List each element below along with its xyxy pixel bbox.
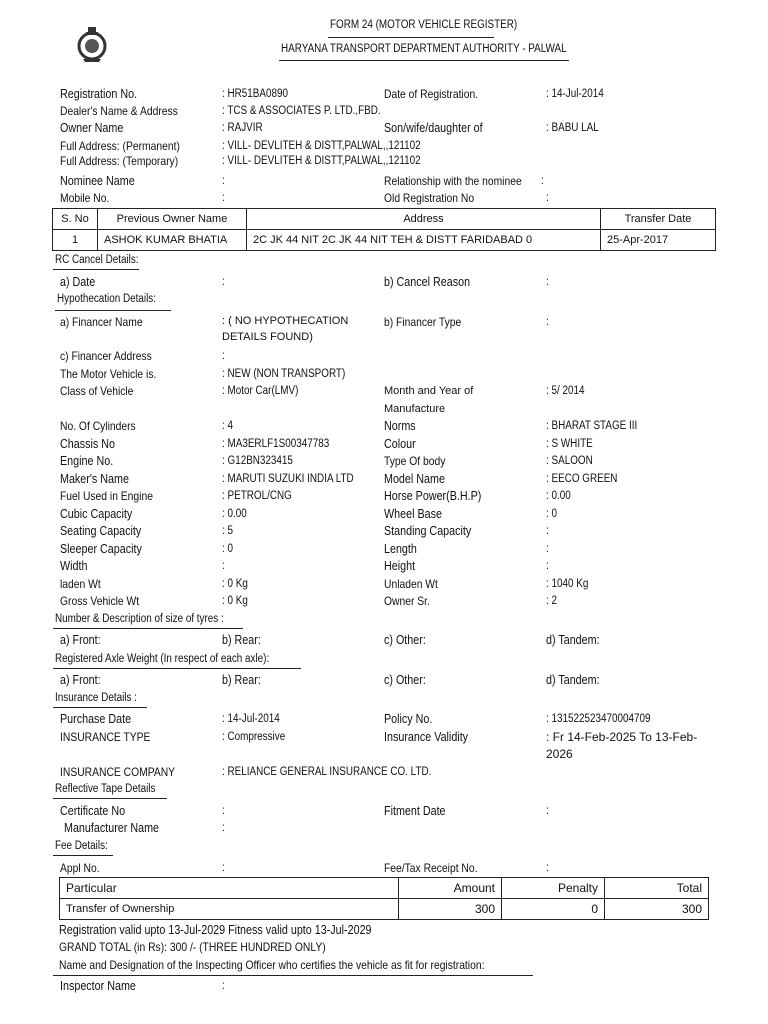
gross-label: Gross Vehicle Wt: [60, 594, 140, 608]
officer-title: Name and Designation of the Inspecting Officer who certifies the vehicle as fit for registration:: [59, 958, 485, 972]
addr-perm-value: : VILL- DEVLITEH & DISTT,PALWAL,,121102: [222, 140, 421, 152]
cell-sno: 1: [53, 230, 98, 251]
table-row: [53, 230, 716, 251]
policy-label: Policy No.: [384, 712, 433, 726]
table-row: [60, 899, 709, 920]
reg-no-value: : HR51BA0890: [222, 88, 288, 100]
financer-name-label: a) Financer Name: [60, 315, 143, 329]
owner-label: Owner Name: [60, 121, 124, 135]
col-header-sno: S. No: [53, 209, 98, 230]
ins-company-value: : RELIANCE GENERAL INSURANCE CO. LTD.: [222, 766, 432, 778]
old-reg-label: Old Registration No: [384, 191, 475, 205]
height-value: :: [546, 560, 549, 572]
financer-type-label: b) Financer Type: [384, 315, 462, 329]
sleeper-label: Sleeper Capacity: [60, 542, 142, 556]
cyl-value: : 4: [222, 420, 234, 432]
financer-type-value: :: [546, 316, 549, 328]
purchase-value: : 14-Jul-2014: [222, 713, 280, 725]
validity-label: Insurance Validity: [384, 730, 469, 744]
cyl-label: No. Of Cylinders: [60, 419, 136, 433]
mobile-label: Mobile No.: [60, 191, 110, 205]
appl-value: :: [222, 862, 225, 874]
length-value: :: [546, 543, 549, 555]
hp-value: : 0.00: [546, 490, 571, 502]
axle-underline: [53, 668, 301, 669]
financer-addr-label: c) Financer Address: [60, 349, 152, 363]
reg-date-label: Date of Registration.: [384, 87, 479, 101]
seating-label: Seating Capacity: [60, 524, 142, 538]
hypothecation-underline: [55, 310, 171, 311]
cell-name: ASHOK KUMAR BHATIA: [98, 230, 247, 251]
tyre-tandem: d) Tandem:: [546, 633, 600, 647]
rc-date-value: :: [222, 276, 225, 288]
body-value: : SALOON: [546, 455, 593, 467]
engine-label: Engine No.: [60, 454, 114, 468]
colour-label: Colour: [384, 437, 416, 451]
rc-reason-value: :: [546, 276, 549, 288]
addr-perm-label: Full Address: (Permanent): [60, 139, 180, 153]
reflective-title: Reflective Tape Details: [55, 783, 156, 795]
laden-label: laden Wt: [60, 577, 101, 591]
col-header-name: Previous Owner Name: [98, 209, 247, 230]
rc-cancel-underline: [53, 269, 139, 270]
fuel-value: : PETROL/CNG: [222, 490, 292, 502]
inspector-label: Inspector Name: [60, 979, 136, 993]
fees-title: Fee Details:: [55, 840, 108, 852]
rc-date-label: a) Date: [60, 275, 96, 289]
mfr-label: Manufacturer Name: [64, 821, 160, 835]
authority-title: HARYANA TRANSPORT DEPARTMENT AUTHORITY - PALWAL: [281, 43, 567, 55]
standing-value: :: [546, 525, 549, 537]
financer-addr-value: :: [222, 350, 225, 362]
reg-no-label: Registration No.: [60, 87, 138, 101]
tyre-other: c) Other:: [384, 633, 426, 647]
standing-label: Standing Capacity: [384, 524, 472, 538]
fees-underline: [53, 855, 113, 856]
fee-total: 300: [605, 899, 709, 920]
chassis-label: Chassis No: [60, 437, 115, 451]
fee-amount: 300: [399, 899, 502, 920]
laden-value: : 0 Kg: [222, 578, 248, 590]
width-value: :: [222, 560, 225, 572]
height-label: Height: [384, 559, 416, 573]
grand-total: GRAND TOTAL (in Rs): 300 /- (THREE HUNDRED ONLY): [59, 940, 326, 954]
motor-label: The Motor Vehicle is.: [60, 367, 157, 381]
form-title-underline: [328, 37, 494, 38]
fee-particular: Transfer of Ownership: [60, 899, 399, 920]
sleeper-value: : 0: [222, 543, 234, 555]
addr-temp-value: : VILL- DEVLITEH & DISTT,PALWAL,,121102: [222, 155, 421, 167]
wheelbase-value: : 0: [546, 508, 558, 520]
fee-col-total: Total: [605, 878, 709, 899]
tyre-rear: b) Rear:: [222, 633, 261, 647]
nominee-rel-value: :: [541, 175, 544, 187]
relative-label: Son/wife/daughter of: [384, 121, 483, 135]
maker-value: : MARUTI SUZUKI INDIA LTD: [222, 473, 354, 485]
col-header-address: Address: [247, 209, 601, 230]
mfg-value: : 5/ 2014: [546, 385, 585, 397]
dealer-label: Dealer's Name & Address: [60, 104, 178, 118]
tyre-front: a) Front:: [60, 633, 101, 647]
insurance-title: Insurance Details :: [55, 692, 137, 704]
reflective-underline: [53, 798, 167, 799]
old-reg-value: :: [546, 192, 549, 204]
length-label: Length: [384, 542, 417, 556]
mfg-label: Month and Year of Manufacture: [384, 385, 474, 415]
validity-value: : Fr 14-Feb-2025 To 13-Feb-2026: [546, 730, 698, 761]
rc-cancel-title: RC Cancel Details:: [55, 254, 139, 266]
motor-value: : NEW (NON TRANSPORT): [222, 368, 346, 380]
receipt-label: Fee/Tax Receipt No.: [384, 861, 478, 875]
addr-temp-label: Full Address: (Temporary): [60, 154, 179, 168]
maker-label: Maker's Name: [60, 472, 129, 486]
previous-owners-table: [52, 208, 716, 251]
mfr-value: :: [222, 822, 225, 834]
state-emblem-icon: [75, 26, 109, 62]
wheelbase-label: Wheel Base: [384, 507, 442, 521]
rc-reason-label: b) Cancel Reason: [384, 275, 471, 289]
fee-col-particular: Particular: [60, 878, 399, 899]
col-header-date: Transfer Date: [601, 209, 716, 230]
axle-other: c) Other:: [384, 673, 426, 687]
fee-header-row: [60, 878, 709, 899]
ins-type-value: : Compressive: [222, 731, 286, 743]
fuel-label: Fuel Used in Engine: [60, 489, 153, 503]
nominee-label: Nominee Name: [60, 174, 135, 188]
model-label: Model Name: [384, 472, 445, 486]
nominee-rel-label: Relationship with the nominee: [384, 174, 522, 188]
cert-value: :: [222, 805, 225, 817]
body-label: Type Of body: [384, 454, 446, 468]
norms-value: : BHARAT STAGE III: [546, 420, 638, 432]
engine-value: : G12BN323415: [222, 455, 293, 467]
cc-label: Cubic Capacity: [60, 507, 133, 521]
ins-type-label: INSURANCE TYPE: [60, 730, 151, 744]
unladen-label: Unladen Wt: [384, 577, 438, 591]
gross-value: : 0 Kg: [222, 595, 248, 607]
hp-label: Horse Power(B.H.P): [384, 489, 482, 503]
class-value: : Motor Car(LMV): [222, 385, 299, 397]
axle-rear: b) Rear:: [222, 673, 261, 687]
cell-address: 2C JK 44 NIT 2C JK 44 NIT TEH & DISTT FARIDABAD 0: [247, 230, 601, 251]
unladen-value: : 1040 Kg: [546, 578, 589, 590]
fitment-value: :: [546, 805, 549, 817]
owner-value: : RAJVIR: [222, 122, 263, 134]
axle-front: a) Front:: [60, 673, 101, 687]
seating-value: : 5: [222, 525, 234, 537]
fee-col-amount: Amount: [399, 878, 502, 899]
form-title: FORM 24 (MOTOR VEHICLE REGISTER): [330, 19, 518, 31]
axle-tandem: d) Tandem:: [546, 673, 600, 687]
hypothecation-title: Hypothecation Details:: [57, 293, 156, 305]
chassis-value: : MA3ERLF1S00347783: [222, 438, 330, 450]
reg-date-value: : 14-Jul-2014: [546, 88, 604, 100]
validity-summary: Registration valid upto 13-Jul-2029 Fitness valid upto 13-Jul-2029: [59, 923, 372, 937]
fitment-label: Fitment Date: [384, 804, 446, 818]
width-label: Width: [60, 559, 88, 573]
fee-col-penalty: Penalty: [502, 878, 605, 899]
purchase-label: Purchase Date: [60, 712, 132, 726]
appl-label: Appl No.: [60, 861, 100, 875]
officer-underline: [53, 975, 533, 976]
fee-table: [59, 877, 709, 920]
policy-value: : 131522523470004709: [546, 713, 651, 725]
inspector-value: :: [222, 980, 225, 992]
cc-value: : 0.00: [222, 508, 247, 520]
authority-underline: [279, 60, 569, 61]
ins-company-label: INSURANCE COMPANY: [60, 765, 176, 779]
dealer-value: : TCS & ASSOCIATES P. LTD.,FBD.: [222, 105, 381, 117]
axle-title: Registered Axle Weight (In respect of each axle):: [55, 653, 270, 665]
receipt-value: :: [546, 862, 549, 874]
ownersr-value: : 2: [546, 595, 558, 607]
financer-name-value: : ( NO HYPOTHECATION DETAILS FOUND): [222, 315, 349, 343]
colour-value: : S WHITE: [546, 438, 593, 450]
relative-value: : BABU LAL: [546, 122, 599, 134]
table-header-row: [53, 209, 716, 230]
cert-label: Certificate No: [60, 804, 126, 818]
fee-penalty: 0: [502, 899, 605, 920]
ownersr-label: Owner Sr.: [384, 594, 430, 608]
cell-date: 25-Apr-2017: [601, 230, 716, 251]
insurance-underline: [53, 707, 147, 708]
norms-label: Norms: [384, 419, 416, 433]
class-label: Class of Vehicle: [60, 384, 134, 398]
tyres-underline: [53, 628, 243, 629]
mobile-value: :: [222, 192, 225, 204]
model-value: : EECO GREEN: [546, 473, 618, 485]
nominee-value: :: [222, 175, 225, 187]
tyres-title: Number & Description of size of tyres :: [55, 613, 224, 625]
